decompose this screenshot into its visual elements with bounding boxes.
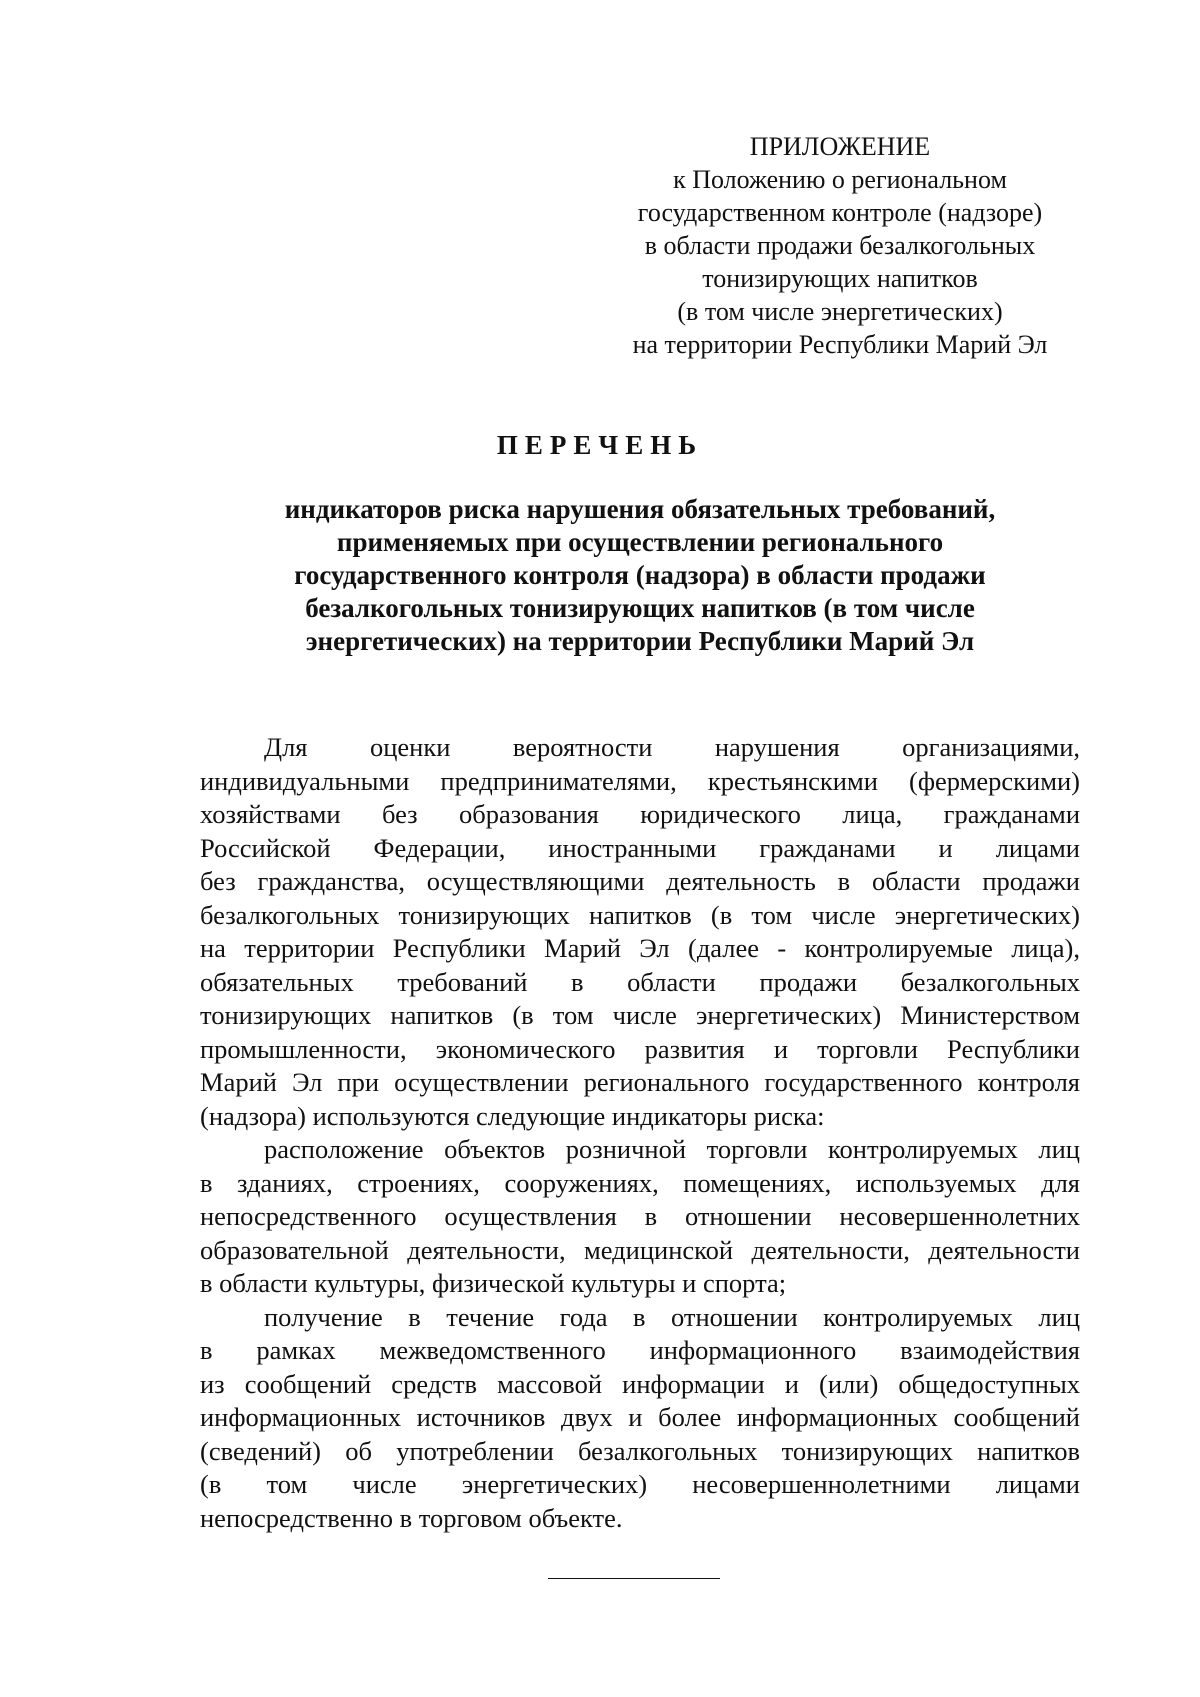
text-line: получение в течение года в отношении контролируемых лиц xyxy=(264,1301,1080,1332)
appendix-line: государственном контроле (надзоре) xyxy=(637,198,1043,227)
paragraph-indicator-2 xyxy=(200,1301,1080,1536)
appendix-line: на территории Республики Марий Эл xyxy=(632,330,1048,359)
text-line: непосредственно в торговом объекте. xyxy=(200,1502,623,1533)
text-line: Российской Федерации, иностранными гражданами и лицами xyxy=(200,832,1080,863)
text-line: образовательной деятельности, медицинской деятельности, деятельности xyxy=(200,1234,1080,1265)
document-title: ПЕРЕЧЕНЬ xyxy=(496,430,704,460)
text-line: (сведений) об употреблении безалкогольных тонизирующих напитков xyxy=(200,1435,1080,1466)
subtitle-line: государственного контроля (надзора) в области продажи xyxy=(294,560,986,590)
subtitle-line: безалкогольных тонизирующих напитков (в том числе xyxy=(305,593,975,623)
text-line: хозяйствами без образования юридического лица, гражданами xyxy=(200,799,1080,829)
text-line: в области культуры, физической культуры и спорта; xyxy=(200,1268,787,1298)
appendix-line: тонизирующих напитков xyxy=(702,264,978,293)
text-line: промышленности, экономического развития и торговли Республики xyxy=(200,1033,1080,1064)
text-line: обязательных требований в области продажи безалкогольных xyxy=(200,966,1080,997)
appendix-line: (в том числе энергетических) xyxy=(677,297,1003,326)
paragraph-indicator-1 xyxy=(200,1133,1080,1301)
text-line: расположение объектов розничной торговли контролируемых лиц xyxy=(264,1134,1080,1164)
text-line: без гражданства, осуществляющими деятельность в области продажи xyxy=(200,866,1080,896)
text-line: в рамках межведомственного информационного взаимодействия xyxy=(200,1335,1080,1365)
text-line: индивидуальными предпринимателями, крестьянскими (фермерскими) xyxy=(200,765,1080,796)
text-line: Марий Эл при осуществлении регионального государственного контроля xyxy=(200,1067,1080,1097)
subtitle-line: применяемых при осуществлении регионального xyxy=(336,527,944,557)
text-line: безалкогольных тонизирующих напитков (в том числе энергетических) xyxy=(200,899,1080,930)
text-line: (надзора) используются следующие индикаторы риска: xyxy=(200,1100,825,1131)
paragraph-intro xyxy=(200,731,1080,1133)
text-line: из сообщений средств массовой информации и (или) общедоступных xyxy=(200,1368,1080,1399)
subtitle-line: энергетических) на территории Республики Марий Эл xyxy=(305,626,975,656)
appendix-heading: ПРИЛОЖЕНИЕ xyxy=(749,132,931,161)
text-line: Для оценки вероятности нарушения организациями, xyxy=(264,732,1080,762)
appendix-block xyxy=(600,130,1080,361)
subtitle-line: индикаторов риска нарушения обязательных требований, xyxy=(284,494,996,524)
document-subtitle xyxy=(200,493,1080,658)
text-line: в зданиях, строениях, сооружениях, помещениях, используемых для xyxy=(200,1167,1080,1198)
text-line: непосредственного осуществления в отношении несовершеннолетних xyxy=(200,1201,1080,1231)
appendix-line: в области продажи безалкогольных xyxy=(644,231,1036,260)
appendix-line: к Положению о региональном xyxy=(673,165,1007,194)
text-line: на территории Республики Марий Эл (далее - контролируемые лица), xyxy=(200,933,1080,963)
text-line: информационных источников двух и более информационных сообщений xyxy=(200,1402,1080,1432)
text-line: (в том числе энергетических) несовершеннолетними лицами xyxy=(200,1469,1080,1499)
text-line: тонизирующих напитков (в том числе энергетических) Министерством xyxy=(200,1000,1080,1030)
end-divider xyxy=(548,1578,720,1579)
document-body xyxy=(200,731,1080,1535)
